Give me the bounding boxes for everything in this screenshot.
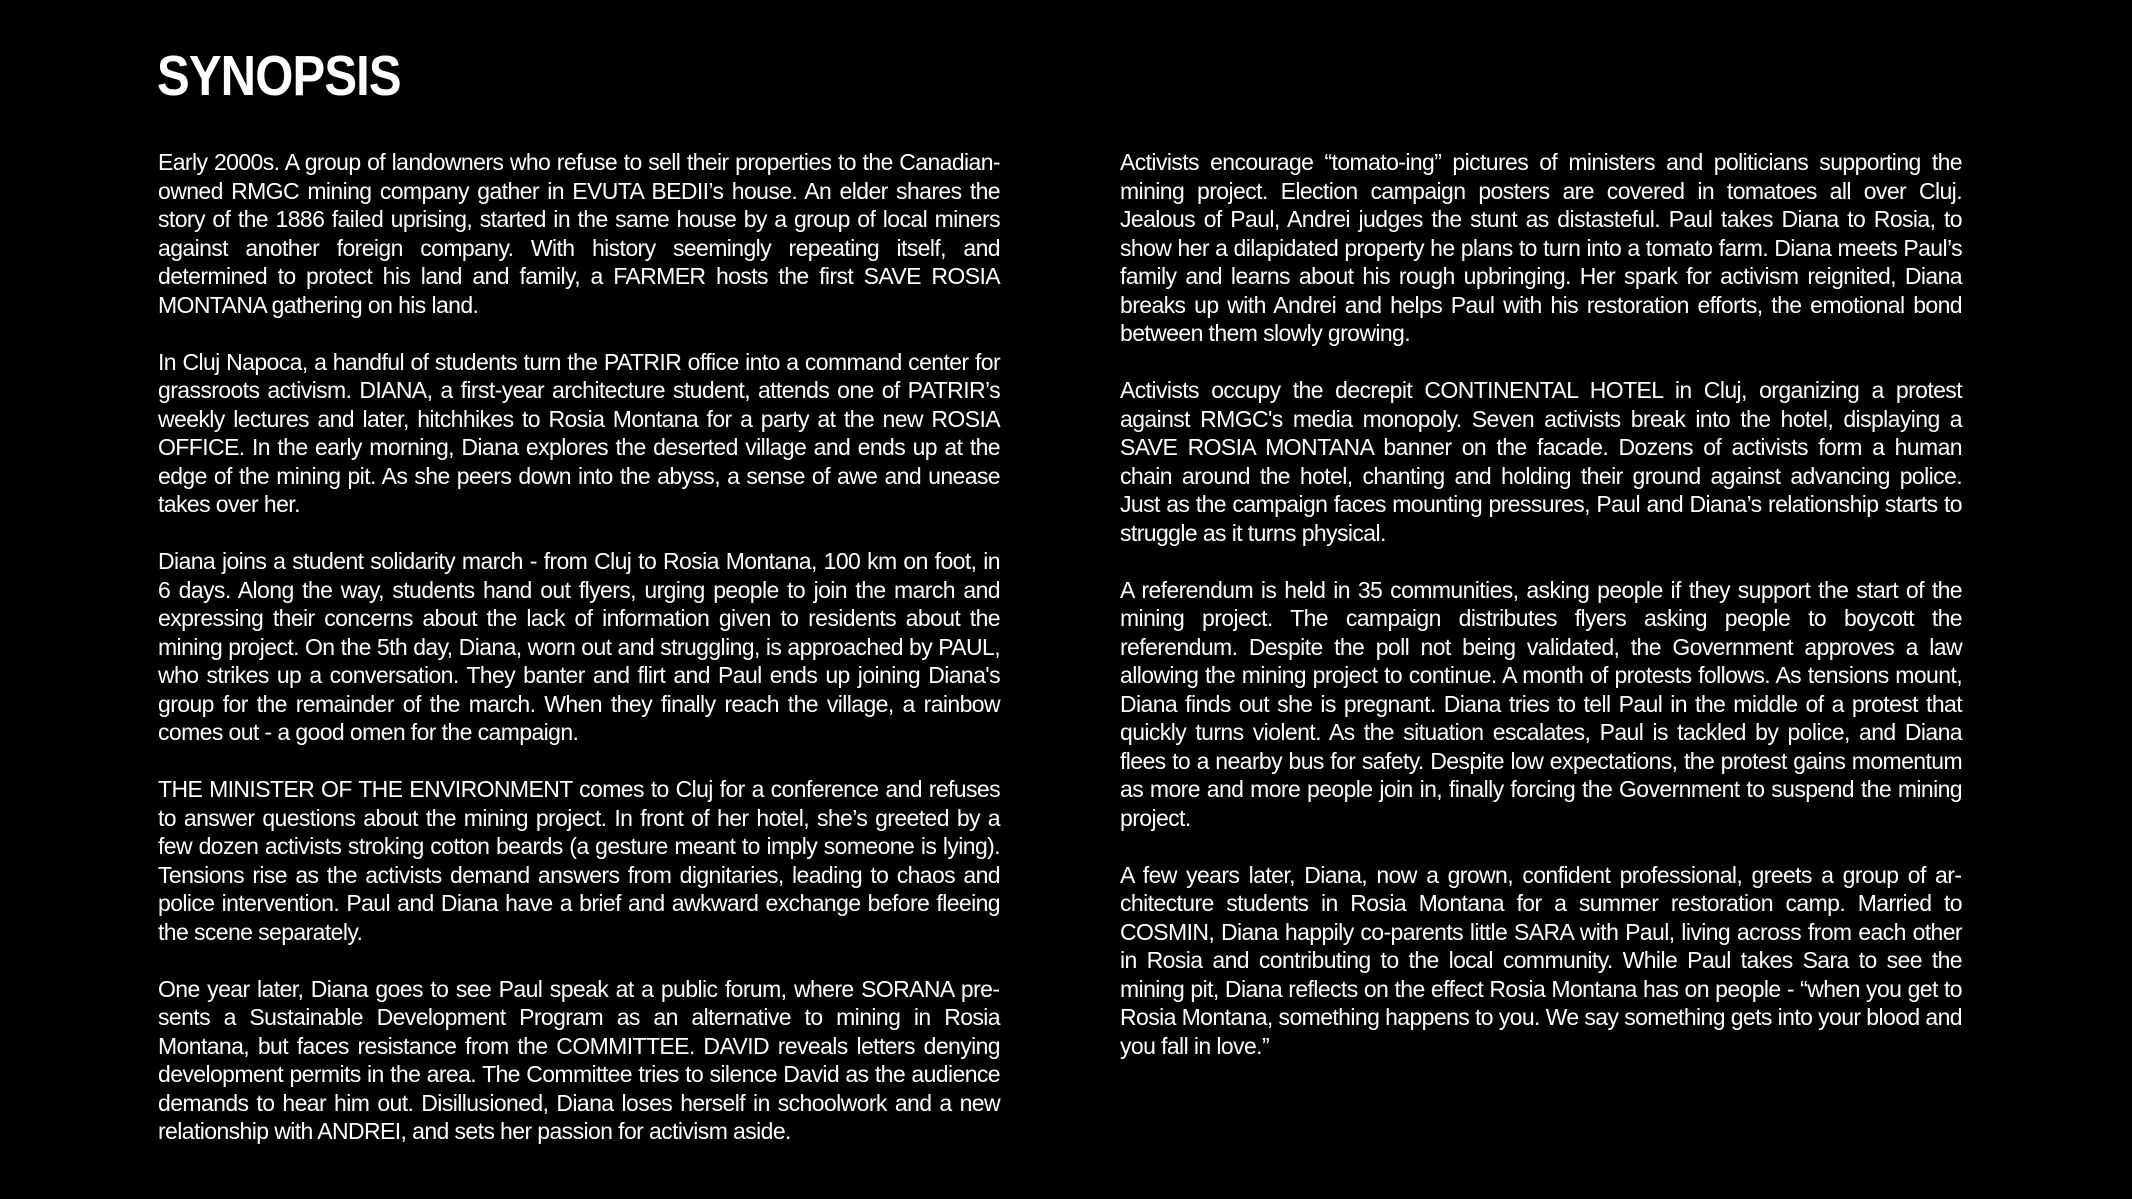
synopsis-paragraph-7: Activists occupy the decrepit CONTINENTAL HOTEL in Cluj, organizing a protest against RMGC's media monopoly. Seven activists break into the hotel, displaying a SAVE ROSIA MONTANA banner on the facade. Dozens of activists form a human chain around the hotel, chanting and holding their ground against advancing police. Just as the campaign faces mounting pressures, Paul and Diana’s relationship starts to struggle as it turns physical. bbox=[1120, 377, 1962, 546]
synopsis-right-column bbox=[1120, 148, 1962, 1060]
synopsis-paragraph-4: THE MINISTER OF THE ENVIRONMENT comes to Cluj for a conference and refuses to answer questions about the mining project. In front of her hotel, she’s greeted by a few dozen activists stroking cotton beards (a gesture meant to imply someone is lying). Tensions rise as the activists demand answers from dignitaries, leading to chaos and police intervention. Paul and Diana have a brief and awkward exchange before fleeing the scene separately. bbox=[158, 776, 1000, 945]
synopsis-paragraph-2: In Cluj Napoca, a handful of students turn the PATRIR office into a command center for grassroots activism. DIANA, a first-year architecture student, attends one of PATRIR’s weekly lectures and later, hitchhikes to Rosia Montana for a party at the new ROSIA OFFICE. In the early morning, Diana explores the deserted village and ends up at the edge of the mining pit. As she peers down into the abyss, a sense of awe and unease takes over her. bbox=[158, 348, 1000, 517]
synopsis-paragraph-8: A referendum is held in 35 communities, asking people if they support the start of the mining project. The campaign distributes flyers asking people to boycott the referendum. Despite the poll not being validated, the Government approves a law allowing the mining project to continue. A month of protests follows. As tensions mount, Diana finds out she is pregnant. Diana tries to tell Paul in the middle of a protest that quickly turns violent. As the situation escalates, Paul is tackled by police, and Diana flees to a nearby bus for safety. Despite low expectations, the protest gains momentum as more and more people join in, finally forcing the Government to suspend the mining project. bbox=[1120, 576, 1962, 831]
page-title: SYNOPSIS bbox=[157, 44, 401, 108]
synopsis-paragraph-1: Early 2000s. A group of landowners who refuse to sell their properties to the Canadian-owned RMGC mining company gather in EVUTA BEDII’s house. An elder shares the story of the 1886 failed uprising, started in the same house by a group of local miners against another foreign company. With history seemingly repeating itself, and determined to protect his land and family, a FARMER hosts the first SAVE ROSIA MONTANA gathering on his land. bbox=[158, 149, 1000, 318]
synopsis-paragraph-6: Activists encourage “tomato-ing” pictures of ministers and politicians supporting the mining project. Election campaign posters are covered in tomatoes all over Cluj. Jealous of Paul, Andrei judges the stunt as distasteful. Paul takes Diana to Rosia, to show her a dilapidated property he plans to turn into a tomato farm. Diana meets Paul’s family and learns about his rough upbringing. Her spark for activism reignited, Diana breaks up with Andrei and helps Paul with his restoration efforts, the emotional bond between them slowly growing. bbox=[1120, 149, 1962, 346]
synopsis-paragraph-5: One year later, Diana goes to see Paul speak at a public forum, where SORANA presents a Sustainable Development Program as an alternative to mining in Rosia Montana, but faces resistance from the COMMITTEE. DAVID reveals letters denying development permits in the area. The Committee tries to silence David as the audience demands to hear him out. Disillusioned, Diana loses herself in schoolwork and a new relationship with ANDREI, and sets her passion for activism aside. bbox=[158, 975, 1000, 1144]
synopsis-paragraph-3: Diana joins a student solidarity march - from Cluj to Rosia Montana, 100 km on foot, in 6 days. Along the way, students hand out flyers, urging people to join the march and expressing their concerns about the lack of information given to residents about the mining project. On the 5th day, Diana, worn out and struggling, is approached by PAUL, who strikes up a conversation. They banter and flirt and Paul ends up joining Diana's group for the remainder of the march. When they finally reach the village, a rainbow comes out - a good omen for the campaign. bbox=[158, 548, 1000, 745]
synopsis-left-column bbox=[158, 148, 1000, 1146]
synopsis-paragraph-9: A few years later, Diana, now a grown, confident professional, greets a group of architecture students in Rosia Montana for a summer restoration camp. Married to COSMIN, Diana happily co-parents little SARA with Paul, living across from each other in Rosia and contributing to the local community. While Paul takes Sara to see the mining pit, Diana reflects on the effect Rosia Montana has on people - “when you get to Rosia Montana, something happens to you. We say something gets into your blood and you fall in love.” bbox=[1120, 861, 1962, 1059]
